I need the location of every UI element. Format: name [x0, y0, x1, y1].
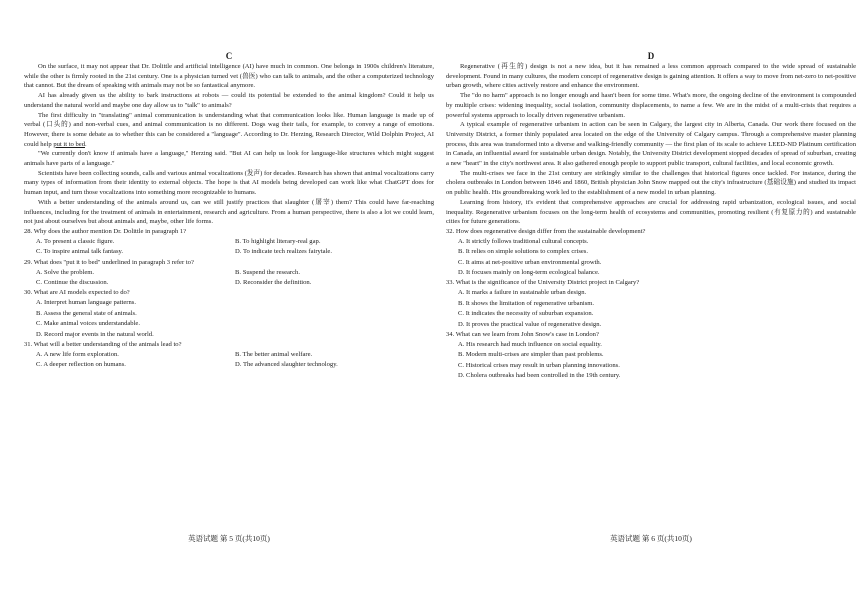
paragraph: With a better understanding of the animals around us, can we still justify practices that slaughter (屠宰) them? This could have far-reaching influences, including for the treatment of animals in entertainment, research and agriculture. From a human perspective, there is also a lot we could learn, not just about ourselves but about animals and, maybe, other life forms.	[24, 198, 434, 226]
question-30: 30. What are AI models expected to do?	[24, 289, 130, 297]
option: B. Modern multi-crises are simpler than past problems.	[458, 351, 604, 359]
option: D. It proves the practical value of regenerative design.	[458, 320, 602, 328]
option: D. It focuses mainly on long-term ecological balance.	[458, 269, 600, 277]
option: C. A deeper reflection on humans.	[36, 361, 126, 369]
option: D. Record major events in the natural world.	[36, 330, 154, 338]
options-29	[36, 268, 434, 289]
section-title: D	[647, 51, 655, 61]
option: A. Solve the problem.	[36, 268, 95, 276]
option: A. It strictly follows traditional cultural concepts.	[458, 237, 589, 245]
option: D. To indicate tech realizes fairytale.	[235, 248, 332, 256]
page-footer: 英语试题 第 6 页(共10页)	[610, 534, 692, 543]
page-footer: 英语试题 第 5 页(共10页)	[188, 534, 270, 543]
question-31: 31. What will a better understanding of the animals lead to?	[24, 340, 182, 348]
paragraph-text: The first difficulty in "translating" animal communication is understanding what that communication looks like. Human language is made up of verbal (口头的) and non-verbal cues, and animal communication is no different. Dogs wag their tails, for example, to convey a range of emotions. However, there is some debate as to whether this can be considered a "language". According to Dr. Herzing, Research Director, Wild Dolphin Project, AI could help	[24, 111, 434, 148]
paragraph: Regenerative (再生的) design is not a new idea, but it has remained a less common approach compared to the wide spread of sustainable development. Found in many cultures, the modern concept of regenerative design is gaining attention. It offers a way to move from net-zero to net-positive urban growth, where cities actively restore and enhance the environment.	[446, 63, 856, 90]
option: B. To highlight literary-real gap.	[235, 237, 321, 245]
page-6	[446, 0, 856, 604]
page-5	[24, 0, 434, 604]
paragraph: Learning from history, it's evident that comprehensive approaches are crucial for addressing rapid urbanization, ecological issues, and social inequality. Regenerative urbanism focuses on the long-term health of ecosystems and communities, promoting resilient (有复原力的) and sustainable cities for future generations.	[446, 198, 856, 226]
question-33: 33. What is the significance of the University District project in Calgary?	[446, 279, 640, 287]
option: D. Cholera outbreaks had been controlled in the 19th century.	[458, 372, 621, 380]
option: A. To present a classic figure.	[36, 237, 115, 245]
paragraph: A typical example of regenerative urbanism in action can be seen in Calgary, the largest city in Alberta, Canada. Our work there focused on the University District, a former thinly populated area located on the edge of the University of Calgary campus. Through a comprehensive master planning process, this area was transformed into a diverse and walking-friendly community — the first plan of its scale to achieve LEED-ND Platinum certification in Canada, an influential award for sustainable urban design. Notably, the University District development stopped decades of spread of suburban, creating a new "heart" in the city's northwest area. It also gathered enough people to support public transport, cultural facilities, and local economic growth.	[446, 121, 856, 168]
paragraph: Scientists have been collecting sounds, calls and various animal vocalizations (发声) for decades. Research has shown that animal vocalizations carry many types of information from their identity to external objects. The hope is that AI models being developed can work like what ChatGPT does for human input, and turn those vocalizations into something more recognizable to humans.	[24, 169, 434, 197]
paragraph: AI has already given us the ability to bark instructions at robots — could its potential be extended to the animal kingdom? Could it help us understand the natural world and maybe one day allow us to "talk" to animals?	[24, 92, 434, 109]
option: D. Reconsider the definition.	[235, 278, 312, 286]
options-31	[36, 350, 434, 371]
option: A. A new life form exploration.	[36, 350, 119, 358]
option: C. It indicates the necessity of suburban expansion.	[458, 310, 594, 318]
option: A. Interpret human language patterns.	[36, 299, 136, 307]
paragraph: "We currently don't know if animals have a language," Herzing said. "But AI can help us look for language-like structures which might suggest animals have parts of a language."	[24, 150, 434, 168]
options-30	[36, 298, 434, 340]
option: B. It shows the limitation of regenerative urbanism.	[458, 299, 595, 307]
option: C. Make animal voices understandable.	[36, 320, 141, 328]
option: B. The better animal welfare.	[235, 350, 313, 358]
options-33	[458, 288, 856, 330]
question-28: 28. Why does the author mention Dr. Dolittle in paragraph 1?	[24, 227, 187, 235]
question-32: 32. How does regenerative design differ from the sustainable development?	[446, 227, 646, 235]
option: C. Historical crises may result in urban planning innovations.	[458, 361, 620, 369]
option: D. The advanced slaughter technology.	[235, 361, 338, 369]
underlined-phrase: put it to bed	[53, 140, 85, 148]
option: A. It marks a failure in sustainable urban design.	[458, 289, 587, 297]
section-title: C	[225, 51, 233, 61]
option: B. Assess the general state of animals.	[36, 309, 137, 317]
option: B. It relies on simple solutions to complex crises.	[458, 248, 589, 256]
option: C. Continue the discussion.	[36, 278, 109, 286]
options-32	[458, 237, 856, 279]
option: A. His research had much influence on social equality.	[458, 340, 602, 348]
options-28	[36, 237, 434, 258]
option: C. It aims at net-positive urban environmental growth.	[458, 258, 602, 266]
paragraph: The multi-crises we face in the 21st century are strikingly similar to the challenges that historical figures once tackled. For instance, during the cholera outbreaks in London between 1846 and 1860, British physician John Snow mapped out the city's infrastructure (基础设施) and studied its impact on public health. His groundbreaking work led to the establishment of a new model in urban planning.	[446, 169, 856, 197]
question-34: 34. What can we learn from John Snow's case in London?	[446, 331, 599, 339]
options-34	[458, 340, 856, 382]
paragraph: The "do no harm" approach is no longer enough and hasn't been for some time. What's more, the ongoing decline of the environment is compounded by multiple crises: widening inequality, social isolation, community displacements, to name a few. We are in the midst of a multi-crisis that requires a powerful systems approach to locally driven regenerative urbanism.	[446, 92, 856, 119]
paragraph: The first difficulty in "translating" animal communication is understanding what that communication looks like. Human language is made up of verbal (口头的) and non-verbal cues, and animal communication is no different. Dogs wag their tails, for example, to convey a range of emotions. However, there is some debate as to whether this can be considered a "language". According to Dr. Herzing, Research Director, Wild Dolphin Project, AI could help put it to bed.	[24, 111, 434, 148]
option: B. Suspend the research.	[235, 268, 301, 276]
paragraph: On the surface, it may not appear that Dr. Dolittle and artificial intelligence (AI) have much in common. One belongs in 1900s children's literature, while the other is firmly rooted in the 21st century. One is a physician turned vet (兽医) who can talk to animals, and the other a computerized technology that cannot. But the dream of speaking with animals may not be so fantastical anymore.	[24, 63, 434, 90]
question-29: 29. What does "put it to bed" underlined in paragraph 3 refer to?	[24, 258, 194, 266]
option: C. To inspire animal talk fantasy.	[36, 248, 124, 256]
